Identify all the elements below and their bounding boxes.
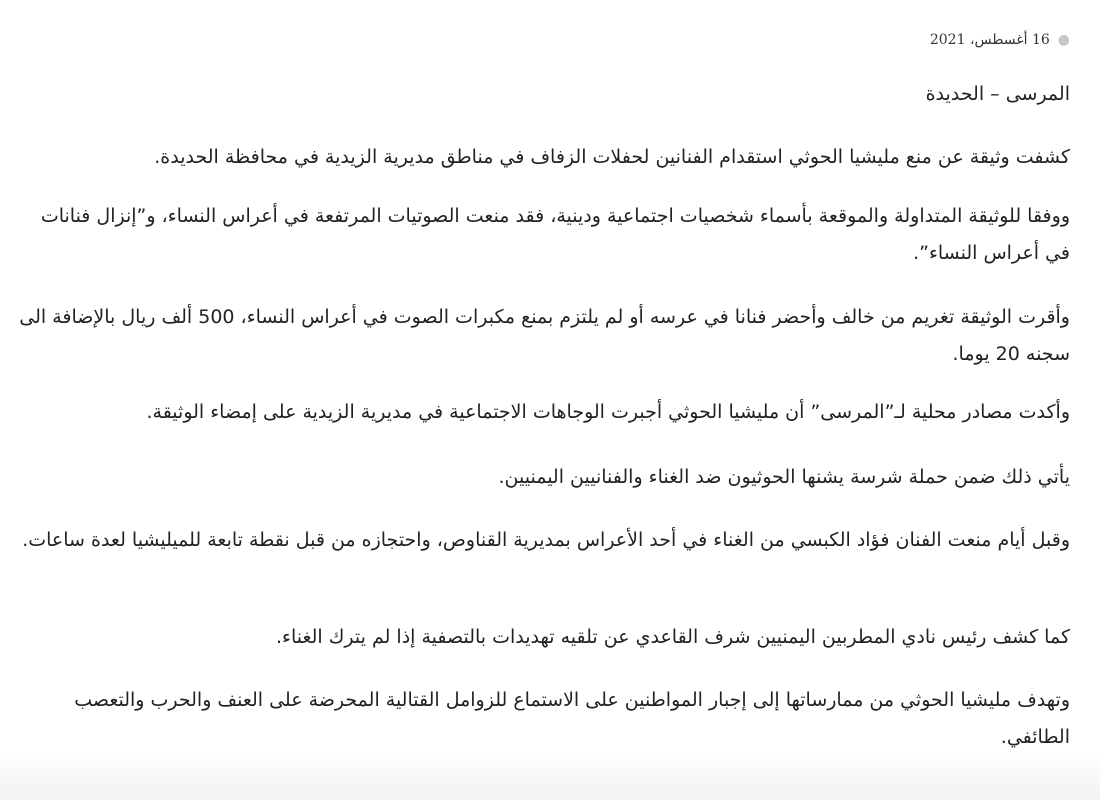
article-paragraph: وقبل أيام منعت الفنان فؤاد الكبسي من الغناء في أحد الأعراس بمديرية القناوص، واحتجازه من قبل نقطة تابعة للميليشيا لعدة ساعات. <box>22 529 1070 551</box>
bullet-icon: ● <box>1057 32 1070 48</box>
post-date: 16 أغسطس، 2021 <box>929 32 1050 48</box>
article-paragraph: وأكدت مصادر محلية لـ”المرسى” أن مليشيا الحوثي أجبرت الوجاهات الاجتماعية في مديرية الزيدية على إمضاء الوثيقة. <box>146 401 1070 423</box>
article-dateline: المرسى – الحديدة <box>925 83 1070 105</box>
article-paragraph: ووفقا للوثيقة المتداولة والموقعة بأسماء شخصيات اجتماعية ودينية، فقد منعت الصوتيات المرتفعة في أعراس النساء، و”إنزال فنانات في أعراس النساء”. <box>40 205 1070 264</box>
article-paragraph: كشفت وثيقة عن منع مليشيا الحوثي استقدام الفنانين لحفلات الزفاف في مناطق مديرية الزيدية في محافظة الحديدة. <box>154 146 1070 168</box>
article-paragraph: يأتي ذلك ضمن حملة شرسة يشنها الحوثيون ضد الغناء والفنانيين اليمنيين. <box>498 466 1070 488</box>
article-paragraph: وتهدف مليشيا الحوثي من ممارساتها إلى إجبار المواطنين على الاستماع للزوامل القتالية المحرضة على العنف والحرب والتعصب الطائفي. <box>74 689 1070 748</box>
bottom-fade <box>0 754 1100 800</box>
article-paragraph: كما كشف رئيس نادي المطربين اليمنيين شرف القاعدي عن تلقيه تهديدات بالتصفية إذا لم يترك الغناء. <box>275 626 1070 648</box>
article-paragraph: وأقرت الوثيقة تغريم من خالف وأحضر فنانا في عرسه أو لم يلتزم بمنع مكبرات الصوت في أعراس النساء، 500 ألف ريال بالإضافة الى سجنه 20 يوما. <box>19 306 1070 365</box>
post-meta <box>930 26 1070 54</box>
